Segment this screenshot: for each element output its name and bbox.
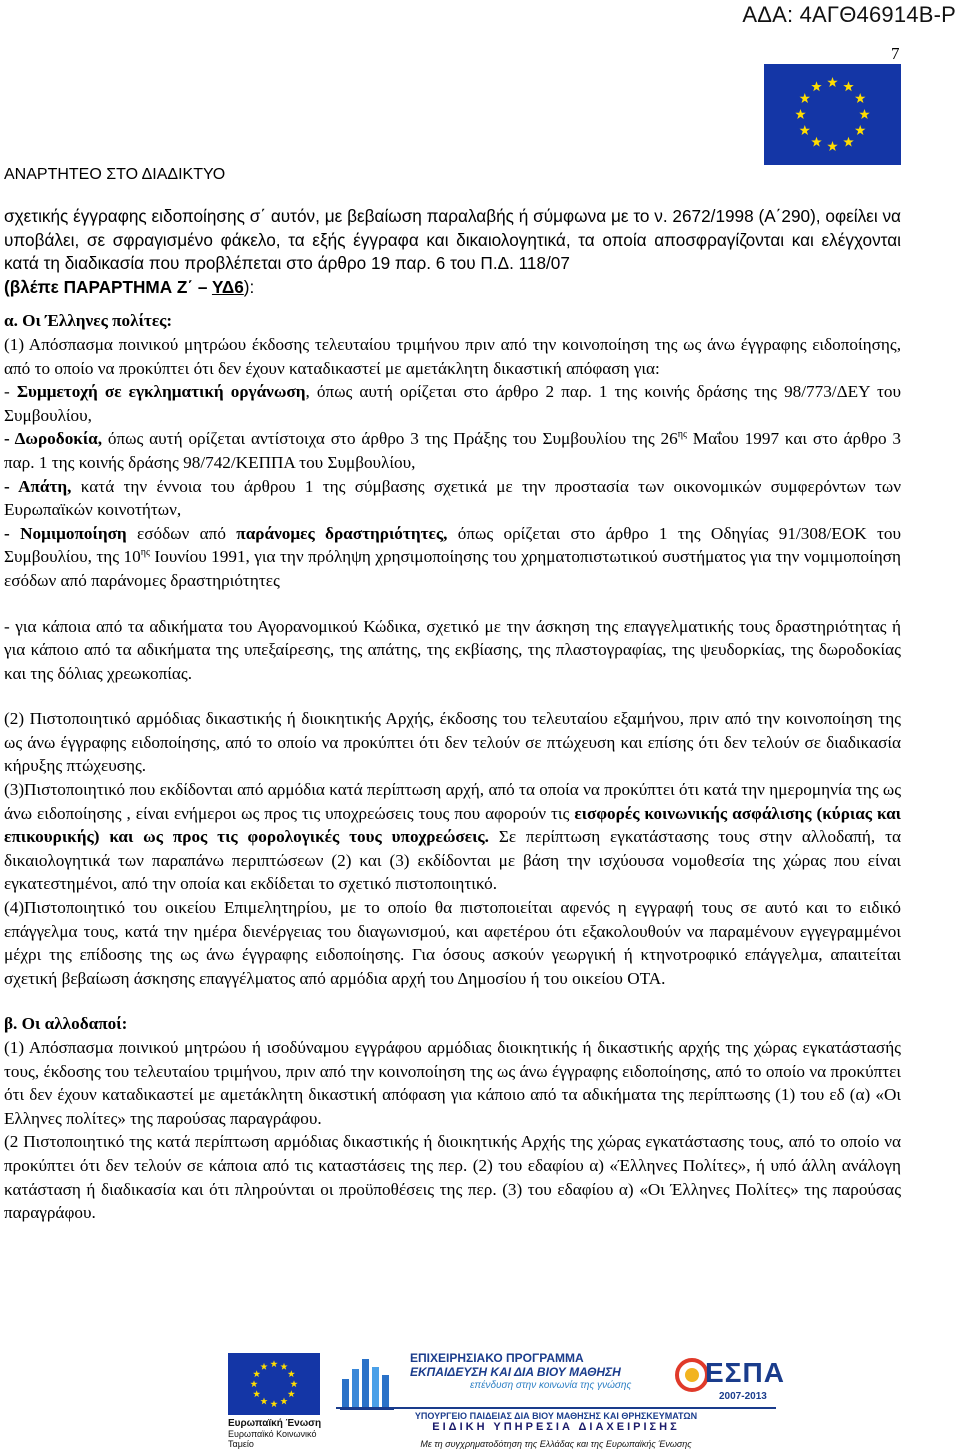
eu-star <box>280 1398 287 1405</box>
eu-star <box>795 109 805 119</box>
program-logo-icon <box>336 1349 404 1415</box>
program-line-2: ΕΚΠΑΙΔΕΥΣΗ ΚΑΙ ΔΙΑ ΒΙΟΥ ΜΑΘΗΣΗ <box>410 1365 621 1379</box>
eu-star <box>260 1363 267 1370</box>
eu-star <box>288 1390 295 1397</box>
eu-star <box>290 1380 297 1387</box>
espa-years: 2007-2013 <box>719 1391 767 1402</box>
service-line: ΕΙΔΙΚΗ ΥΠΗΡΕΣΙΑ ΔΙΑΧΕΙΡΙΣΗΣ <box>432 1421 680 1433</box>
eu-caption-bold: Ευρωπαϊκή Ένωση <box>228 1418 322 1429</box>
item-a1: (1) Απόσπασμα ποινικού μητρώου έκδοσης τελευταίου τριμήνου πριν από την κοινοποίηση της ως άνω έγγραφης ειδοποίησης, από το οποίο να προκύπτει ότι δεν έχουν καταδικαστεί με αμετάκλητη δικαστική απόφαση για: <box>4 334 901 378</box>
eu-star <box>250 1380 257 1387</box>
eu-flag-small-icon <box>228 1353 320 1415</box>
espa-emblem-icon <box>675 1355 709 1395</box>
eu-star <box>260 1398 267 1405</box>
eu-star <box>800 93 810 103</box>
eu-star <box>280 1363 287 1370</box>
eu-star <box>253 1390 260 1397</box>
eu-star <box>811 81 821 91</box>
espa-title: ΕΣΠΑ <box>705 1357 785 1388</box>
eu-flag-logo <box>764 64 901 165</box>
footer-divider <box>336 1407 776 1409</box>
item-b2: (2 Πιστοποιητικό της κατά περίπτωση αρμόδιας δικαστικής ή διοικητικής Αρχής της χώρας εγκατάστασης τους, από το οποίο να προκύπτει ότι δεν τελούν σε κάποια από τις καταστάσεις της περ. (2) του εδαφίου α) «Έλληνες Πολίτες», ή υπό άλλη ανάλογη κατάσταση ή διαδικασία και ότι πληρούνται οι προϋποθέσεις της περ. (3) του εδαφίου α) «Οι Έλληνες Πολίτες» της παρούσας παραγράφου. <box>4 1132 901 1223</box>
espa-logo <box>675 1349 785 1415</box>
ada-code: ΑΔΑ: 4ΑΓΘ46914Β-Ρ <box>742 2 956 27</box>
eu-stars-small-icon <box>228 1353 320 1415</box>
item-a4: (4)Πιστοποιητικό του οικείου Επιμελητηρίου, με το οποίο θα πιστοποιείται αφενός η εγγραφή τους σε αυτό και το ειδικό επάγγελμα τους, κατά την ημέρα διενέργειας του διαγωνισμού, και αφετέρου ότι εξακολουθούν να παραμένουν εγγεγραμμένοι μέχρι της επίδοσης της ως άνω έγγραφης ειδοποίησης. Για όσους ασκούν γεωργική ή κτηνοτροφικό επάγγελμα, απαιτείται σχετική βεβαίωση άσκησης επαγγέλματος από αρμόδια αρχή του Δημοσίου ή του οικείου ΟΤΑ. <box>4 898 901 988</box>
eu-star <box>270 1400 277 1407</box>
section-b-heading: β. Οι αλλοδαποί: <box>4 1014 128 1034</box>
crime-item-5: - για κάποια από τα αδικήματα του Αγορανομικού Κώδικα, σχετικό με την άσκηση της επαγγελματικής τους δραστηριότητας ή για κάποιο από τα αδικήματα της υπεξαίρεσης, της απάτης, της εκβίασης, της πλαστογραφίας, της ψευδορκίας, της δωροδοκίας και της δόλιας χρεωκοπίας. <box>4 616 901 683</box>
ministry-block <box>336 1411 776 1449</box>
cofunding-line: Με τη συγχρηματοδότηση της Ελλάδας και της Ευρωπαϊκής Ένωσης <box>420 1439 692 1449</box>
eu-star <box>843 137 853 147</box>
eu-star <box>288 1370 295 1377</box>
section-a-heading: α. Οι Έλληνες πολίτες: <box>4 311 173 331</box>
crime-item-4: - Νομιμοποίηση εσόδων από παράνομες δραστηριότητες, όπως ορίζεται στο άρθρο 1 της Οδηγίας 91/308/ΕΟΚ του Συμβουλίου, της $10^{\eta\varsigma}$ Ιουνίου 1991, για την πρόληψη χρησιμοποίησης του χρηματοπιστωτικού συστήματος για την νομιμοποίηση εσόδων από παράνομες δραστηριότητες <box>4 523 901 590</box>
eu-star <box>859 109 869 119</box>
intro-ref: (βλέπε ΠΑΡΑΡΤΗΜΑ Ζ΄ – ΥΔ6 <box>4 276 244 297</box>
eu-star <box>827 77 837 87</box>
program-title <box>410 1351 660 1393</box>
crime-item-2: - Δωροδοκία, όπως αυτή ορίζεται αντίστοιχα στο άρθρο 3 της Πράξης του Συμβουλίου της $26^{\eta\varsigma}$ Μαΐου 1997 και στο άρθρο 3 παρ. 1 της κοινής δράσης 98/742/ΚΕΠΠΑ του Συμβουλίου, <box>4 429 901 472</box>
program-line-1: ΕΠΙΧΕΙΡΗΣΙΑΚΟ ΠΡΟΓΡΑΜΜΑ <box>410 1351 584 1365</box>
page-number: 7 <box>891 44 900 63</box>
program-line-3: επένδυση στην κοινωνία της γνώσης <box>470 1380 632 1391</box>
eu-star <box>827 141 837 151</box>
eu-star <box>843 81 853 91</box>
crime-item-3: - Απάτη, κατά την έννοια του άρθρου 1 της σύμβασης σχετικά με την προστασία των οικονομικών συμφερόντων των Ευρωπαϊκών κοινοτήτων, <box>4 476 901 520</box>
intro-paragraph: σχετικής έγγραφης ειδοποίησης σ΄ αυτόν, με βεβαίωση παραλαβής ή σύμφωνα με το ν. 2672/1998 (Α΄290), οφείλει να υποβάλει, σε σφραγισμένο φάκελο, τα εξής έγγραφα και δικαιολογητικά, τα οποία αποσφραγίζονται και ελέγχονται κατά τη διαδικασία που προβλέπεται στο άρθρο 19 παρ. 6 του Π.Δ. 118/07 (βλέπε ΠΑΡΑΡΤΗΜΑ Ζ΄ – ΥΔ6): <box>4 206 901 297</box>
eu-caption: Ευρωπαϊκό Κοινωνικό Ταμείο <box>228 1429 317 1449</box>
eu-star <box>800 125 810 135</box>
intro-text: σχετικής έγγραφης ειδοποίησης σ΄ αυτόν, με βεβαίωση παραλαβής ή σύμφωνα με το ν. 2672/1998 (Α΄290), οφείλει να υποβάλει, σε σφραγισμένο φάκελο, τα εξής έγγραφα και δικαιολογητικά, τα οποία αποσφραγίζονται και ελέγχονται κατά τη διαδικασία που προβλέπεται στο άρθρο 19 παρ. 6 του Π.Δ. 118/07 <box>4 206 901 274</box>
item-b1: (1) Απόσπασμα ποινικού μητρώου ή ισοδύναμου εγγράφου αρμόδιας διοικητικής ή δικαστικής αρχής της χώρας εγκατάστασής τους, έκδοσης του τελευταίου τριμήνου, πριν από την κοινοποίηση της ως άνω έγγραφης ειδοποίησης, από το οποίο να προκύπτει ότι δεν έχουν καταδικαστεί με αμετάκλητη δικαστική απόφαση για κάποιο από τα αδικήματα της περίπτωσης (1) του εδ (α) «Οι Ελληνες πολίτες» της παρούσας παραγράφου. <box>4 1038 901 1128</box>
item-a2: (2) Πιστοποιητικό αρμόδιας δικαστικής ή διοικητικής Αρχής, έκδοσης του τελευταίου εξαμήνου, πριν από την κοινοποίηση της ως άνω έγγραφης ειδοποίησης, από το οποίο να προκύπτει ότι δεν τελούν σε πτώχευση και επίσης ότι δεν τελούν σε διαδικασία κήρυξης πτώχευσης. <box>4 709 901 776</box>
eu-star <box>855 93 865 103</box>
footer-logos <box>228 1345 908 1449</box>
eu-star <box>253 1370 260 1377</box>
eu-star <box>270 1360 277 1367</box>
crime-item-1: - Συμμετοχή σε εγκληματική οργάνωση, όπως αυτή ορίζεται στο άρθρο 2 παρ. 1 της κοινής δράσης της 98/773/ΔΕΥ του Συμβουλίου, <box>4 382 901 425</box>
eu-stars-icon <box>764 64 901 165</box>
posted-stamp: ΑΝΑΡΤΗΤΕΟ ΣΤΟ ΔΙΑΔΙΚΤΥΟ <box>4 166 226 183</box>
eu-star <box>811 137 821 147</box>
ministry-line: ΥΠΟΥΡΓΕΙΟ ΠΑΙΔΕΙΑΣ ΔΙΑ ΒΙΟΥ ΜΑΘΗΣΗΣ ΚΑΙ ΘΡΗΣΚΕΥΜΑΤΩΝ <box>414 1411 698 1421</box>
eu-star <box>855 125 865 135</box>
eu-fund-logo <box>228 1353 322 1449</box>
item-a3: (3)Πιστοποιητικό που εκδίδονται από αρμόδια κατά περίπτωση αρχή, από τα οποία να προκύπτει ότι κατά την ημερομηνία της ως άνω ειδοποίησης , είναι ενήμεροι ως προς τις υποχρεώσεις τους που αφορούν τις εισφορές κοινωνικής ασφάλισης (κύριας και επικουρικής) και ως προς τις φορολογικές τους υποχρεώσεις. Σε περίπτωση εγκατάστασης τους στην αλλοδαπή, τα δικαιολογητικά των παραπάνω περιπτώσεων (2) και (3) εκδίδονται με βάση την ισχύουσα νομοθεσία της χώρας που είναι εγκατεστημένοι, από την οποία και εκδίδεται το σχετικό πιστοποιητικό. <box>4 780 901 894</box>
document-body <box>4 205 901 1225</box>
